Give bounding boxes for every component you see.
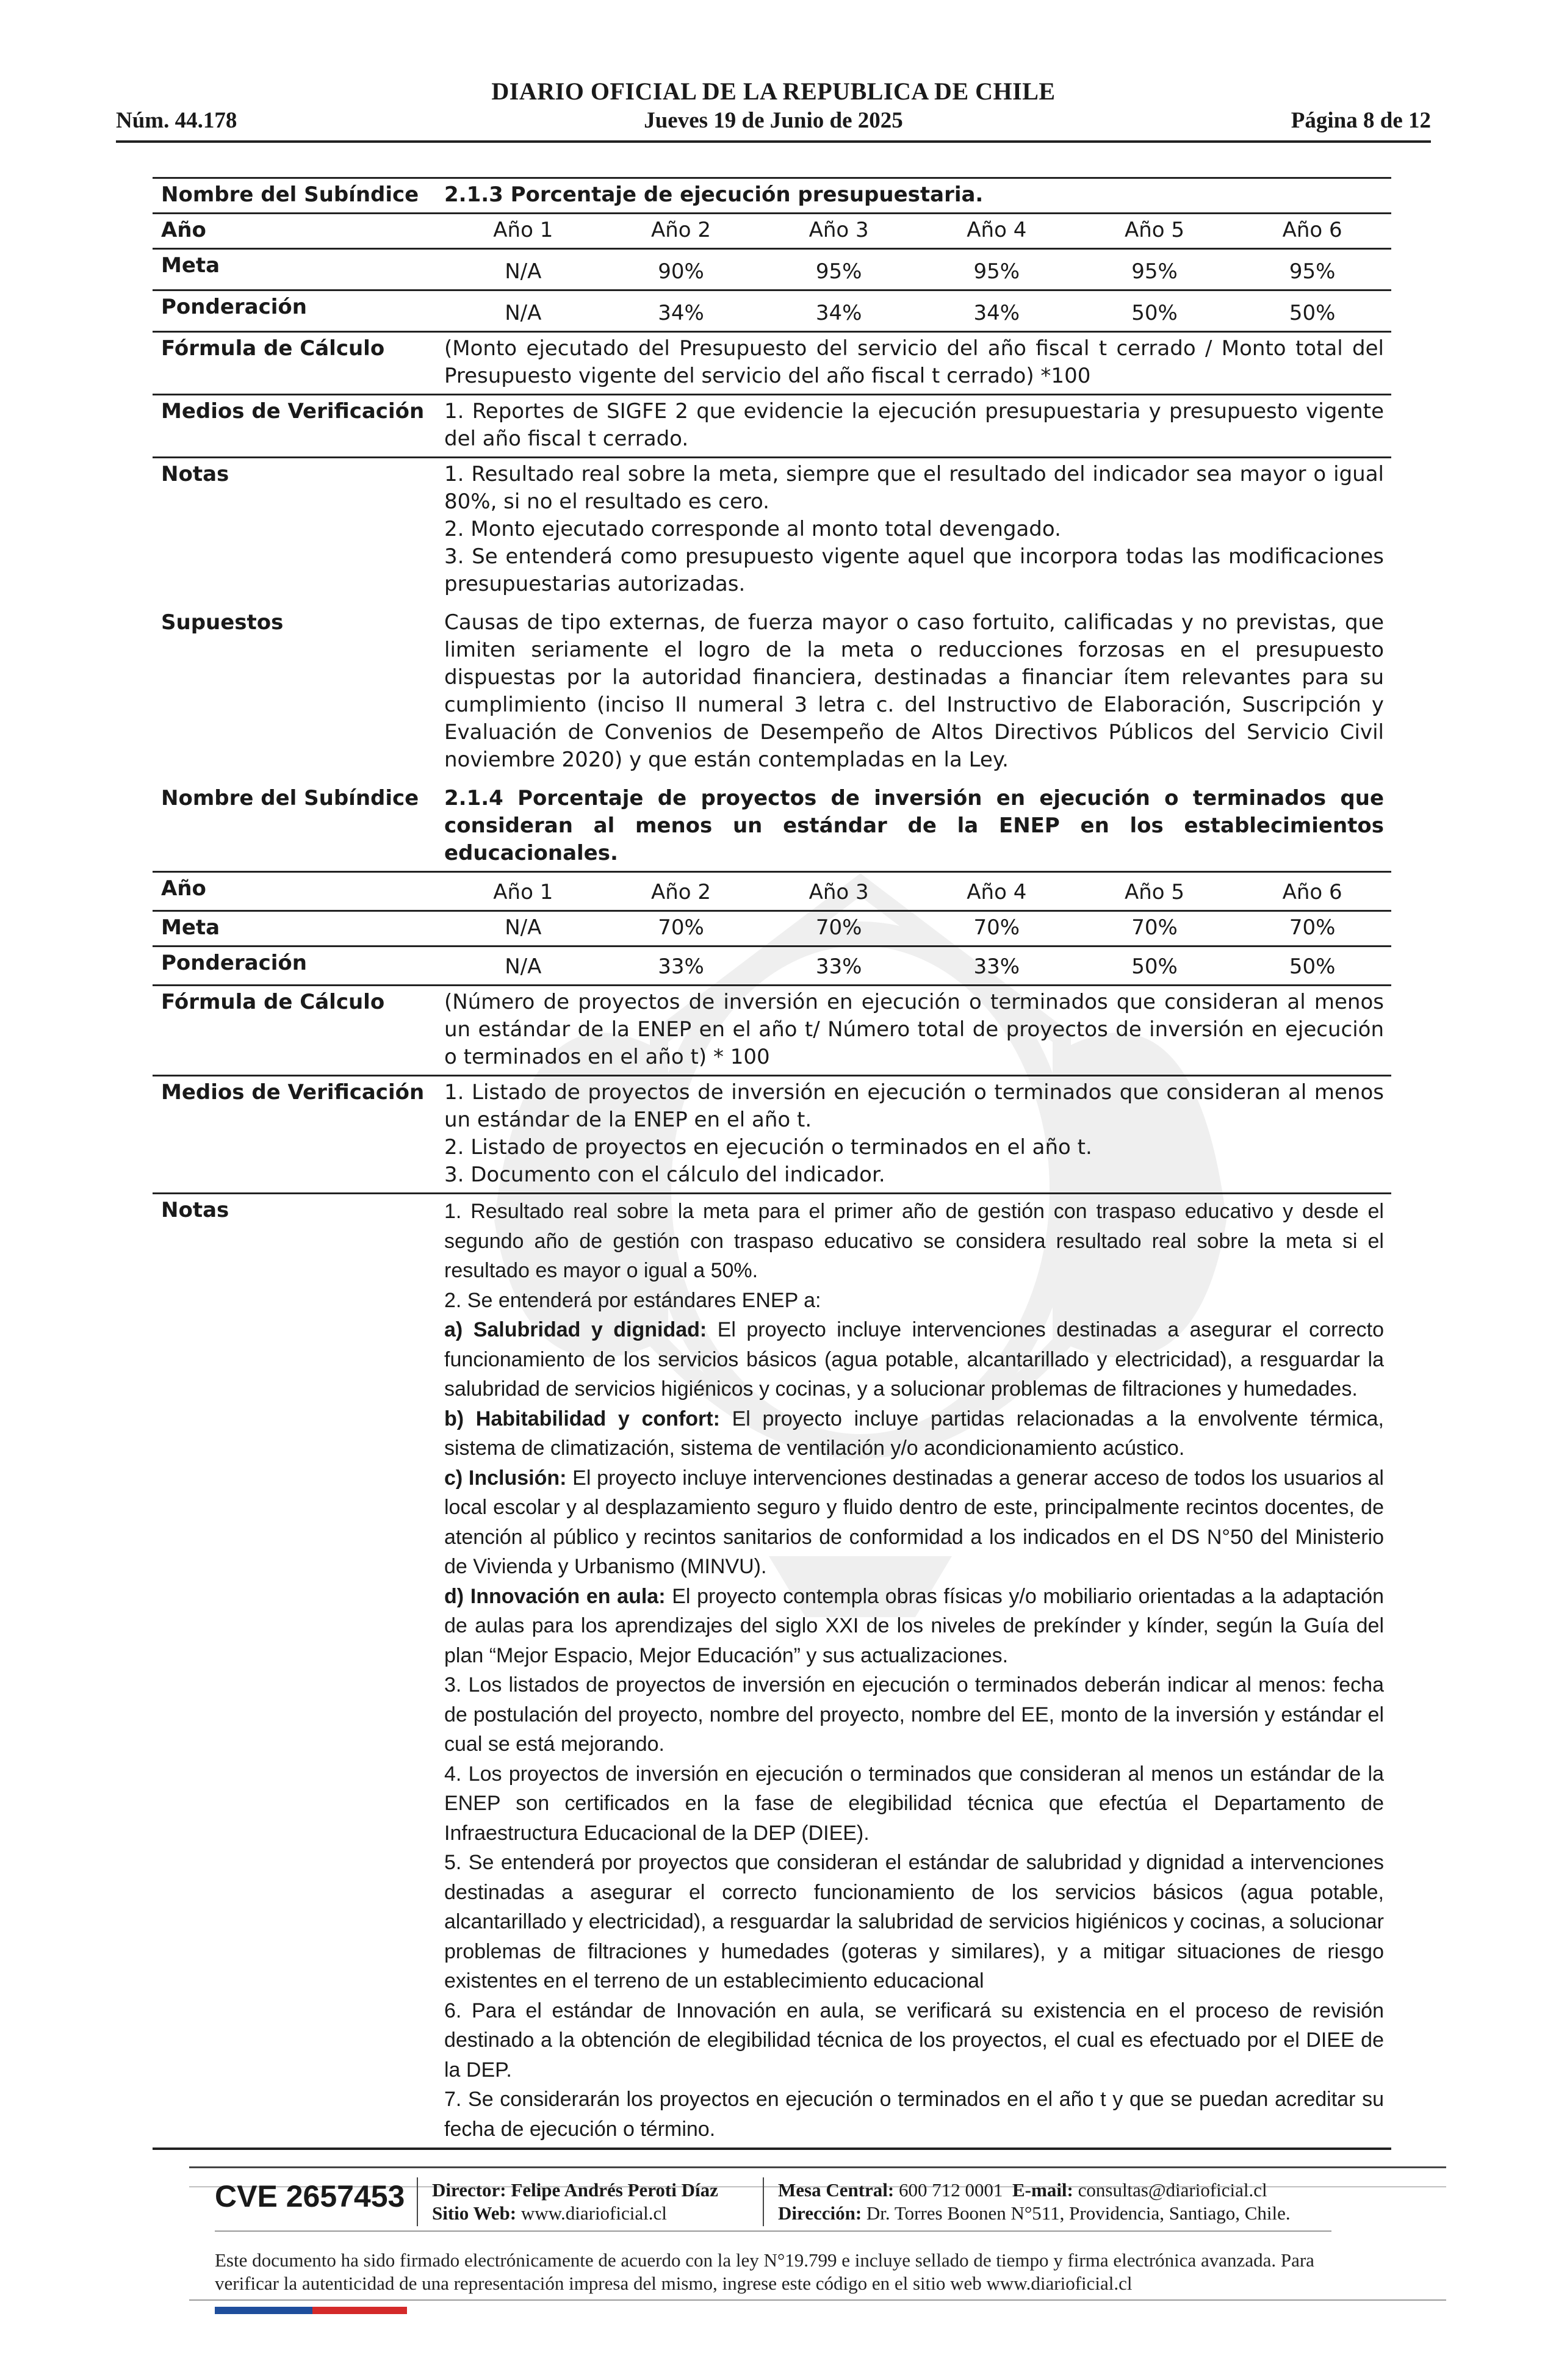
note-item: 6. Para el estándar de Innovación en aula, se verificará su existencia en el proceso de revisión destinado a la obtención de elegibilidad técnica de los proyectos, el cual es efectuado por el DIEE de la DEP. [444,1999,1384,2082]
year-cell: Año 6 [1282,880,1342,904]
formula-row [153,986,1391,1076]
meta-cell: N/A [505,915,542,940]
row-label: Medios de Verificación [161,1080,425,1105]
formula-text: (Número de proyectos de inversión en ejecución o terminados que consideran al menos un estándar de la ENEP en el año t/ Número total de proyectos de inversión en ejecución o terminados en el año t) * 100 [444,990,1384,1069]
footer-separator [763,2177,764,2226]
formula-text: (Monto ejecutado del Presupuesto del servicio del año fiscal t cerrado / Monto total del Presupuesto vigente del servicio del año fiscal t cerrado) *100 [444,336,1384,388]
ponderacion-cell: 34% [658,301,704,325]
ponderacion-row [153,291,1391,333]
ponderacion-cell: 50% [1289,301,1336,325]
medios-text: 1. Reportes de SIGFE 2 que evidencie la ejecución presupuestaria y presupuesto vigente del año fiscal t cerrado. [444,399,1384,451]
flag-stripe-blue [215,2307,312,2314]
footer-contact-block [778,2179,1291,2225]
meta-cell: 70% [973,915,1020,940]
row-label: Supuestos [161,610,284,635]
meta-row [153,912,1391,947]
year-cell: Año 5 [1124,880,1185,904]
formula-row [153,333,1391,395]
subindex-name: 2.1.4 Porcentaje de proyectos de inversión en ejecución o terminados que consideran al menos un estándar de la ENEP en los establecimientos educacionales. [444,786,1384,865]
note-text: El proyecto incluye partidas relacionadas a la envolvente térmica, sistema de climatización, sistema de ventilación y/o acondicionamiento acústico. [444,1407,1384,1460]
ponderacion-cell: N/A [505,954,542,979]
note-item: 3. Se entenderá como presupuesto vigente aquel que incorpora todas las modificaciones presupuestarias autorizadas. [444,544,1384,596]
note-item: 5. Se entenderá por proyectos que consideran el estándar de salubridad y dignidad a intervenciones destinadas a asegurar el correcto funcionamiento de los servicios básicos (agua potable, alcantarillado y electricidad), a resguardar la salubridad de servicios higiénicos y cocinas, a solucionar problemas de filtraciones y humedades (goteras y similares), y a mitigar situaciones de riesgo existentes en el terreno de un establecimiento educacional [444,1851,1384,1992]
note-item: 7. Se considerarán los proyectos en ejecución o terminados en el año t y que se puedan acreditar su fecha de ejecución o término. [444,2088,1384,2141]
year-cell: Año 4 [967,880,1027,904]
note-item: 2. Se entenderá por estándares ENEP a: [444,1288,821,1312]
row-label: Ponderación [161,295,307,319]
year-row [153,873,1391,912]
row-label: Notas [161,1198,229,1222]
note-text: El proyecto contempla obras físicas y/o mobiliario orientadas a la adaptación de aulas para los aprendizajes del siglo XXI de los niveles de prekínder y kínder, según la Guía del plan “Mejor Espacio, Mejor Educación” y sus actualizaciones. [444,1584,1384,1667]
medios-row [153,395,1391,458]
year-cell: Año 1 [493,880,553,904]
note-item: 1. Resultado real sobre la meta, siempre que el resultado del indicador sea mayor o igual 80%, si no el resultado es cero. [444,462,1384,514]
row-label: Nombre del Subíndice [161,182,419,207]
medios-item: 1. Listado de proyectos de inversión en ejecución o terminados que consideran al menos un estándar de la ENEP en el año t. [444,1080,1384,1132]
year-cell: Año 2 [650,218,711,242]
ponderacion-row [153,947,1391,986]
meta-cell: 70% [1131,915,1178,940]
issue-number: Núm. 44.178 [116,108,237,133]
ponderacion-cell: 33% [973,954,1020,979]
note-heading: d) Innovación en aula: [444,1584,666,1608]
subindex-table-2-1-4 [153,782,1391,2150]
year-cell: Año 1 [493,218,553,242]
legal-notice: Este documento ha sido firmado electrónicamente de acuerdo con la ley N°19.799 e incluye sellado de tiempo y firma electrónica avanzada. Para verificar la autenticidad de una representación impresa del mismo, ingrese este código en el sitio web www.diarioficial.cl [215,2249,1314,2294]
note-item: 4. Los proyectos de inversión en ejecución o terminados que consideran al menos un estándar de la ENEP son certificados en la fase de elegibilidad técnica que efectúa el Departamento de Infraestructura Educacional de la DEP (DIEE). [444,1762,1384,1845]
ponderacion-cell: N/A [505,301,542,325]
row-label: Medios de Verificación [161,399,425,424]
meta-cell: 95% [973,259,1020,284]
page-header [116,72,1431,145]
note-heading: c) Inclusión: [444,1466,567,1490]
subindex-name-row [153,177,1391,214]
notas-row [153,458,1391,602]
year-cell: Año 6 [1282,218,1342,242]
footer-divider [189,2166,1446,2168]
subindex-name-row [153,782,1391,873]
mesa-label: Mesa Central: [778,2179,895,2201]
year-cell: Año 2 [650,880,711,904]
issue-date: Jueves 19 de Junio de 2025 [644,108,903,133]
meta-cell: N/A [505,259,542,284]
header-divider [116,140,1431,143]
footer-divider [189,2299,1446,2301]
footer-divider [215,2230,1331,2232]
note-item [444,1463,1384,1582]
cve-code: CVE 2657453 [215,2179,405,2213]
address-label: Dirección: [778,2202,862,2224]
meta-cell: 90% [658,259,704,284]
medios-row [153,1076,1391,1194]
year-cell: Año 3 [809,880,869,904]
page-number: Página 8 de 12 [1291,108,1431,133]
email-label: E-mail: [1012,2179,1073,2201]
ponderacion-cell: 33% [815,954,862,979]
subindex-name: 2.1.3 Porcentaje de ejecución presupuestaria. [444,182,984,207]
note-heading: a) Salubridad y dignidad: [444,1318,707,1341]
ponderacion-cell: 50% [1131,954,1178,979]
site-link[interactable]: www.diarioficial.cl [520,2202,667,2224]
row-label: Fórmula de Cálculo [161,990,385,1014]
address-text: Dr. Torres Boonen N°511, Providencia, Santiago, Chile. [866,2202,1291,2224]
year-cell: Año 3 [809,218,869,242]
note-item [444,1582,1384,1671]
publication-title: DIARIO OFICIAL DE LA REPUBLICA DE CHILE [491,78,1056,105]
site-label: Sitio Web: [432,2202,517,2224]
row-label: Año [161,218,206,242]
note-text: El proyecto incluye intervenciones destinadas a asegurar el correcto funcionamiento de los servicios básicos (agua potable, alcantarillado y electricidad), a resguardar la salubridad de servicios higiénicos y cocinas, y a solucionar problemas de filtraciones y humedades. [444,1318,1384,1401]
note-item: 2. Monto ejecutado corresponde al monto total devengado. [444,517,1061,541]
row-label: Nombre del Subíndice [161,786,419,810]
note-heading: b) Habitabilidad y confort: [444,1407,720,1430]
supuestos-row [153,607,1391,777]
meta-cell: 95% [1131,259,1178,284]
note-item: 1. Resultado real sobre la meta para el primer año de gestión con traspaso educativo y desde el segundo año de gestión con traspaso educativo se considera resultado real sobre la meta si el resultado es mayor o igual a 50%. [444,1200,1384,1282]
medios-item: 3. Documento con el cálculo del indicador. [444,1163,885,1187]
meta-cell: 95% [1289,259,1336,284]
ponderacion-cell: 34% [973,301,1020,325]
note-item: 3. Los listados de proyectos de inversión en ejecución o terminados deberán indicar al menos: fecha de postulación del proyecto, nombre del proyecto, nombre del EE, monto de la inversión y estándar el cual se está mejorando. [444,1673,1384,1756]
meta-cell: 70% [1289,915,1336,940]
director-label: Director: [432,2179,506,2201]
note-text: El proyecto incluye intervenciones destinadas a generar acceso de todos los usuarios al local escolar y al desplazamiento seguro y fluido dentro de este, principalmente recintos docentes, de atención al público y recintos sanitarios de conformidad a los indicados en el DS N°50 del Ministerio de Vivienda y Urbanismo (MINVU). [444,1466,1384,1578]
email-link[interactable]: consultas@diarioficial.cl [1078,2179,1267,2201]
meta-cell: 95% [815,259,862,284]
row-label: Meta [161,253,220,278]
year-cell: Año 4 [967,218,1027,242]
row-label: Notas [161,462,229,486]
meta-cell: 70% [815,915,862,940]
footer-separator [417,2177,418,2226]
row-label: Ponderación [161,951,307,975]
footer-director-block [432,2179,718,2225]
subindex-table-2-1-3 [153,177,1391,777]
flag-stripe-red [312,2307,407,2314]
ponderacion-cell: 33% [658,954,704,979]
mesa-phone: 600 712 0001 [899,2179,1003,2201]
row-label: Meta [161,915,220,940]
year-row [153,214,1391,250]
ponderacion-cell: 34% [815,301,862,325]
note-item [444,1315,1384,1404]
medios-item: 2. Listado de proyectos en ejecución o terminados en el año t. [444,1135,1092,1159]
supuestos-text: Causas de tipo externas, de fuerza mayor o caso fortuito, calificadas y no previstas, que limiten seriamente el logro de la meta o reducciones forzosas en el presupuesto dispuestas por la autoridad financiera, destinadas a financiar ítem relevantes para su cumplimiento (inciso II numeral 3 letra c. del Instructivo de Elaboración, Suscripción y Evaluación de Convenios de Desempeño de Altos Directivos Públicos del Servicio Civil noviembre 2020) y que están contempladas en la Ley. [444,610,1384,772]
ponderacion-cell: 50% [1289,954,1336,979]
director-name: Felipe Andrés Peroti Díaz [511,2179,718,2201]
row-label: Fórmula de Cálculo [161,336,385,361]
year-cell: Año 5 [1124,218,1185,242]
notas-row [153,1194,1391,2150]
meta-cell: 70% [658,915,704,940]
ponderacion-cell: 50% [1131,301,1178,325]
row-label: Año [161,876,206,901]
meta-row [153,250,1391,291]
note-item [444,1404,1384,1463]
